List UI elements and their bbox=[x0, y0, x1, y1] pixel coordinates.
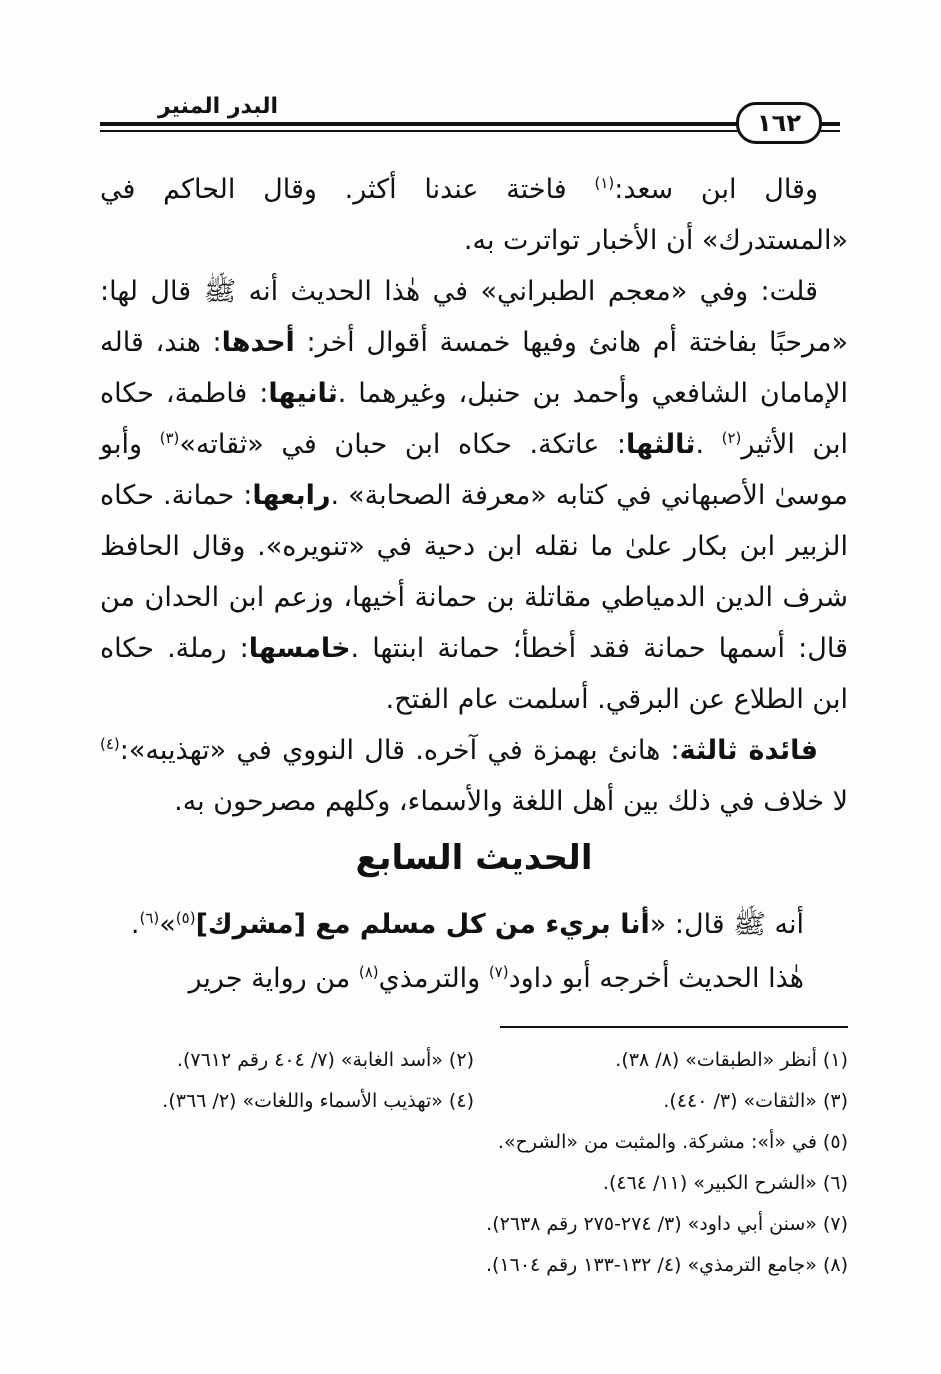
main-text bbox=[100, 164, 848, 827]
text-run: والترمذي bbox=[378, 963, 489, 994]
text-run: : هند، قاله الإمامان الشافعي وأحمد بن حنبل، وغيرهما . bbox=[100, 327, 848, 409]
section-heading: الحديث السابع bbox=[355, 838, 593, 878]
header-rule-thick bbox=[100, 122, 840, 126]
footnote-4: (٤) «تهذيب الأسماء واللغات» (٢/ ٣٦٦). bbox=[162, 1090, 474, 1112]
bold-term-5: خامسها bbox=[248, 633, 351, 664]
footnote-ref-8: (٨) bbox=[358, 963, 379, 981]
text-run: من رواية جرير bbox=[188, 963, 359, 994]
footnote-row bbox=[100, 1081, 848, 1122]
text-run: : عاتكة. حكاه ابن حبان في «ثقاته» bbox=[179, 429, 627, 460]
footnote-ref-6: (٦) bbox=[139, 909, 160, 927]
footnote-5: (٥) في «أ»: مشركة. والمثبت من «الشرح». bbox=[497, 1131, 848, 1153]
footnote-row bbox=[100, 1204, 848, 1245]
footnote-ref-7: (٧) bbox=[488, 963, 509, 981]
page-header bbox=[100, 92, 850, 144]
footnote-2: (٢) «أسد الغابة» (٧/ ٤٠٤ رقم ٧٦١٢). bbox=[176, 1049, 474, 1071]
footnotes bbox=[100, 1040, 848, 1286]
hadith-paragraph-1 bbox=[100, 898, 848, 952]
hadith-quote: أنا بريء من كل مسلم مع [مشرك] bbox=[195, 909, 650, 940]
footnote-1: (١) أنظر «الطبقات» (٨/ ٣٨). bbox=[615, 1049, 848, 1071]
bold-term-benefit: فائدة ثالثة bbox=[679, 735, 818, 766]
text-run: : رملة. حكاه ابن الطلاع عن البرقي. أسلمت عام الفتح. bbox=[100, 633, 848, 715]
paragraph-2 bbox=[100, 266, 848, 725]
footnote-separator bbox=[500, 1026, 848, 1028]
text-run: وأبو موسىٰ الأصبهاني في كتابه «معرفة الصحابة» . bbox=[100, 429, 848, 511]
footnote-ref-3: (٣) bbox=[159, 429, 180, 447]
bold-term-4: رابعها bbox=[252, 480, 331, 511]
text-run: : فاطمة، حكاه ابن الأثير bbox=[100, 378, 848, 460]
footnote-row bbox=[100, 1245, 848, 1286]
bold-term-2: ثانيها bbox=[268, 378, 338, 409]
footnote-6: (٦) «الشرح الكبير» (١١/ ٤٦٤). bbox=[602, 1172, 848, 1194]
header-rule-thin bbox=[100, 130, 840, 132]
text-run: » bbox=[159, 909, 176, 940]
bold-term-3: ثالثها bbox=[626, 429, 696, 460]
book-title: البدر المنير bbox=[158, 94, 279, 119]
footnote-row bbox=[100, 1163, 848, 1204]
footnote-ref-2: (٢) bbox=[721, 429, 742, 447]
text-run: قلت: وفي «معجم الطبراني» في هٰذا الحديث أنه ﷺ قال لها: «مرحبًا بفاختة أم هانئ وفيها خمسة أقوال أخر: bbox=[100, 276, 848, 358]
footnote-8: (٨) «جامع الترمذي» (٤/ ١٣٢-١٣٣ رقم ١٦٠٤). bbox=[485, 1254, 848, 1276]
text-run: : حمانة. حكاه الزبير ابن بكار علىٰ ما نقله ابن دحية في «تنويره». وقال الحافظ شرف الدين الدمياطي مقاتلة بن حمانة أخيها، وزعم ابن الحدان من قال: أسمها حمانة فقد أخطأ؛ حمانة ابنتها . bbox=[100, 480, 848, 664]
footnote-3: (٣) «الثقات» (٣/ ٤٤٠). bbox=[663, 1090, 848, 1112]
page-number: ١٦٢ bbox=[736, 102, 822, 144]
text-run: لا خلاف في ذلك بين أهل اللغة والأسماء، وكلهم مصرحون به. bbox=[174, 786, 848, 817]
footnote-7: (٧) «سنن أبي داود» (٣/ ٢٧٤-٢٧٥ رقم ٢٦٣٨). bbox=[486, 1213, 848, 1235]
text-run: : هانئ بهمزة في آخره. قال النووي في «تهذيبه»: bbox=[119, 735, 680, 766]
text-run: أنه ﷺ قال: « bbox=[649, 909, 804, 940]
text-run: . bbox=[130, 909, 140, 940]
text-run: فاختة عندنا أكثر. وقال الحاكم في «المستدرك» أن الأخبار تواترت به. bbox=[100, 174, 848, 256]
footnote-ref-1: (١) bbox=[594, 174, 615, 192]
footnote-row bbox=[100, 1040, 848, 1081]
text-run: . bbox=[695, 429, 722, 460]
paragraph-3 bbox=[100, 725, 848, 827]
hadith-paragraph-2 bbox=[100, 952, 848, 1006]
footnote-ref-5: (٥) bbox=[175, 909, 196, 927]
text-run: هٰذا الحديث أخرجه أبو داود bbox=[508, 963, 804, 994]
footnote-ref-4: (٤) bbox=[100, 735, 120, 753]
hadith-text bbox=[100, 898, 848, 1006]
text-run: وقال ابن سعد: bbox=[614, 174, 818, 205]
bold-term-1: أحدها bbox=[221, 327, 295, 358]
footnote-row bbox=[100, 1122, 848, 1163]
paragraph-1 bbox=[100, 164, 848, 266]
